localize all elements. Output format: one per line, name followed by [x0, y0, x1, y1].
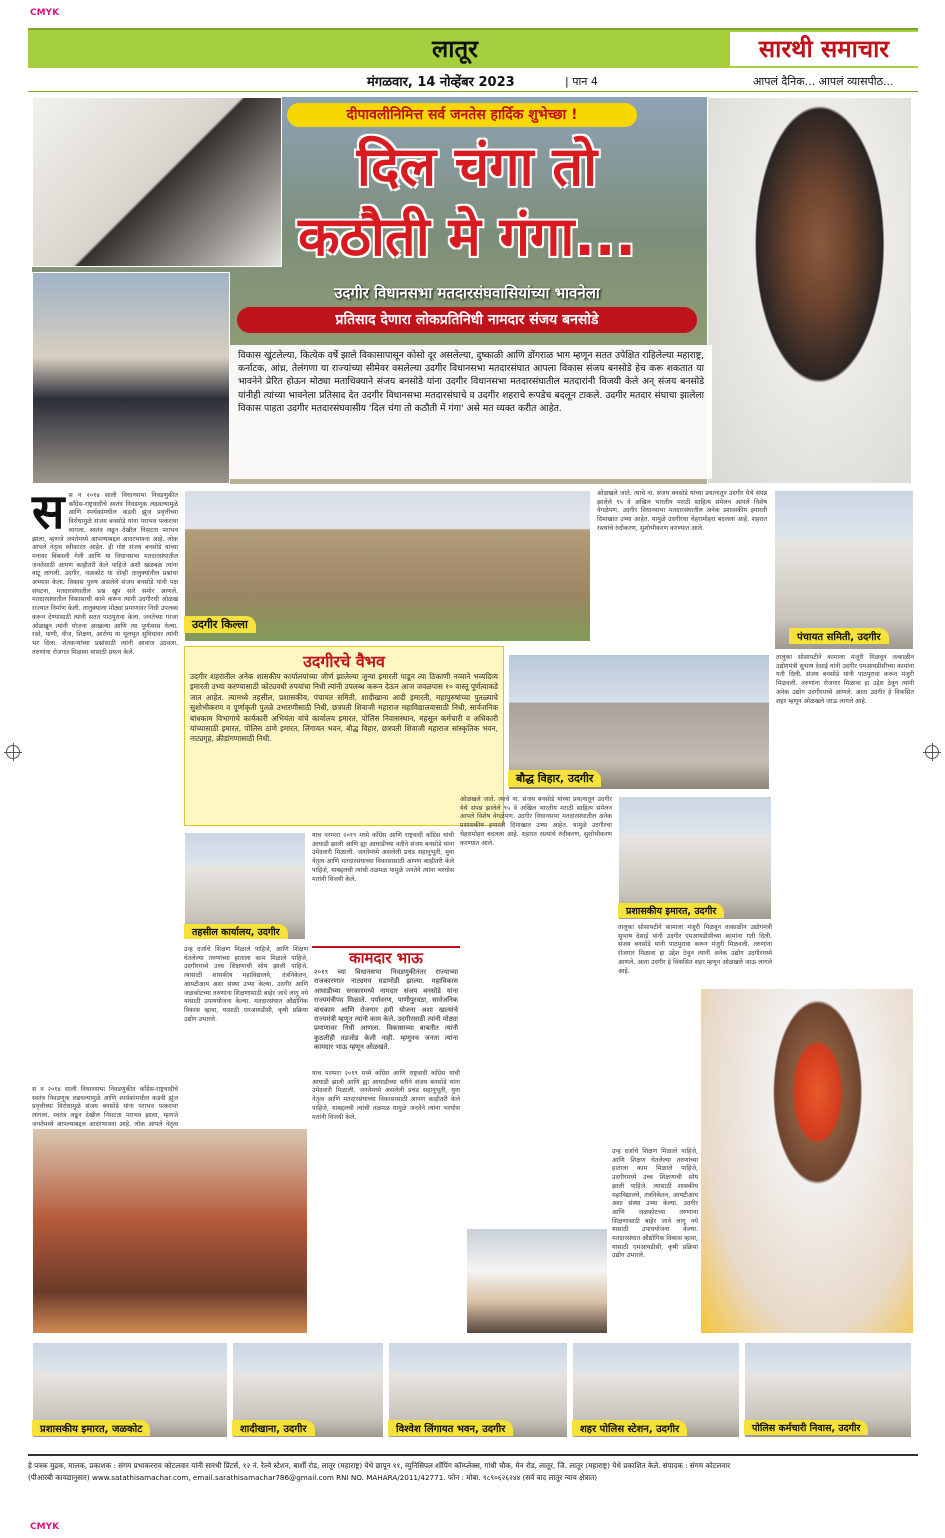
registration-mark-right — [925, 745, 939, 759]
photo-sanjay-bansode — [707, 97, 912, 484]
photo-prashasakiya-building — [618, 796, 772, 920]
edition-name: लातूर — [432, 35, 478, 63]
banner — [32, 97, 912, 484]
article-col2-b: उन्ह दर्जाचे शिक्षण मिळाले पाहिजे, आणि शिक्षण घेतलेल्या तरुणांच्या हाताला काम मिळाले पाहिजे, उदगीरमध्ये उच्च शिक्षणाची सोय झाली पाहिजे. त्यासाठी शासकीय महाविद्यालये, तंत्रनिकेतन, आयटीआय अशा संस्था उभ्या केल्या. उदगीर आणि जळकोटच्या तरुणांना शिक्षणासाठी बाहेर जावे लागू नये यासाठी उपाययोजना केल्या. मतदारसंघात औद्योगिक विकास व्हावा, यासाठी एमआयडीसी, कृषी प्रक्रिया उद्योग उभारले. — [612, 1148, 698, 1260]
imprint-line-1: हे पत्रक मुद्रक, मालक, प्रकाशक : संगम प्रभाकरराव कोटलवार यांनी सारथी प्रिंटर्स, १२ नं. रेल्वे स्टेशन, बार्शी रोड, लातूर (महाराष्ट्र) येथे छापून ११, म्युनिसिपल शॉपिंग कॉम्प्लेक्स, गांधी चौक, मेन रोड, लातूर, जि. लातूर (महाराष्ट्र) येथे प्रकाशित केले. संपादक : संगम कोटलवार — [28, 1461, 731, 1470]
headline-line-2: कठौती मे गंगा... — [298, 205, 636, 268]
issue-date: मंगळवार, 14 नोव्हेंबर 2023 — [367, 75, 515, 90]
caption-prashasakiya: प्रशासकीय इमारत, उदगीर — [618, 903, 724, 918]
masthead — [28, 28, 918, 90]
article-col5-b: तालुका सोसायटीने कामाला मंजुरी मिळवून तत्काळीन उद्योगमंत्री सुभाष देसाई यांनी उदगीर एमआयडीसीच्या कामांना गती दिली. संजय बनसोडे यांनी पाठपुरावा करून मंजुरी मिळवली. तरुणांना रोजगार मिळावा हा उद्देश ठेवून त्यांनी अनेक उद्योग उदगीरमध्ये आणले. आता उदगीर हे विकसित शहर म्हणून ओळखले जाऊ लागले आहे. — [618, 924, 772, 975]
kamdar-title: कामदार भाऊ — [349, 949, 423, 967]
subheadline-1: उदगीर विधानसभा मतदारसंघवासियांच्या भावनेला — [334, 284, 600, 302]
caption-b2: शादीखाना, उदगीर — [232, 1420, 315, 1436]
caption-buddha: बौद्ध विहार, उदगीर — [508, 770, 601, 787]
photo-event-greeting — [466, 1228, 608, 1334]
banner-intro: विकास खुंटलेल्या, कित्येक वर्षे झाले विकासापासून कोसो दूर असलेल्या, दुष्काळी आणि डोंगराळ भाग म्हणून सतत उपेक्षित राहिलेल्या महाराष्ट्र, कर्नाटक, आंध्र, तेलंगणा या राज्यांच्या सीमेवर वसलेल्या उदगीर विधानसभा मतदारसंघात आपला विकास संजय बनसोडे हेच करू शकतात या भावनेने प्रेरित होऊन मोठ्या मताधिक्याने संजय बनसोडे यांना उदगीर विधानसभा मतदारसंघातील मतदारांनी विजयी केले अन् संजय बनसोडे यांनीही त्यांच्या भावनेला प्रतिसाद देत उदगीर विधानसभा मतदारसंघाचे व उदगीर शहराचे रूपडेच बदलून टाकले. उदगीर मतदार संघाचा झालेला विकास पाहता उदगीर मतदारसंघवासीय 'दिल चंगा तो कठौती में गंगा' असे मत व्यक्त करीत आहेत. — [230, 345, 712, 479]
footer — [28, 1454, 918, 1498]
caption-fort: उदगीर किल्ला — [184, 616, 256, 633]
article-col4-b: ओळखले जाते. त्याचे ना. संजय बनसोडे यांच्या प्रयत्नातून उदगीर येथे संपन्न झालेले ९५ वे अखिल भारतीय मराठी साहित्य संमेलन आपले विशेष वेगळेपण. उदगीर विधानसभा मतदारसंघातील अनेक प्रशासकीय इमारती दिमाखात उभ्या आहेत. यामुळे उदगीरचा चेहरामोहरा बदलला आहे. शहरात रस्त्यांचे रुंदीकरण, सुशोभीकरण करण्यात आले. — [460, 796, 612, 847]
photo-rally-crowd — [32, 1128, 308, 1334]
diwali-greeting: दीपावलीनिमित्त सर्व जनतेस हार्दिक शुभेच्छा ! — [287, 103, 637, 127]
article-col2: उन्ह दर्जाचे शिक्षण मिळाले पाहिजे, आणि शिक्षण घेतलेल्या तरुणांच्या हाताला काम मिळाले पाहिजे, उदगीरमध्ये उच्च शिक्षणाची सोय झाली पाहिजे. त्यासाठी शासकीय महाविद्यालये, तंत्रनिकेतन, आयटीआय अशा संस्था उभ्या केल्या. उदगीर आणि जळकोटच्या तरुणांना शिक्षणासाठी बाहेर जावे लागू नये यासाठी उपाययोजना केल्या. मतदारसंघात औद्योगिक विकास व्हावा, यासाठी एमआयडीसी, कृषी प्रक्रिया उद्योग उभारले. — [184, 946, 308, 1023]
article-col3-b: याच परम्परा २०१९ मध्ये काँग्रेस आणि राष्ट्रवादी काँग्रेस यांची आघाडी झाली आणि ह्या आघाडीच्या वतीने संजय बनसोडे यांना उमेदवारी मिळाली. जनतेमध्ये असलेली प्रचंड सहानुभूती, युवा नेतृत्व आणि मतदारसंघाच्या विकासासाठी आपण काहीतरी केले पाहिजे, याबद्दलची त्यांची तळमळ यामुळे जनतेने त्यांना भरघोस मतांनी विजयी केले. — [312, 1070, 460, 1121]
tagline: आपलं दैनिक... आपलं व्यासपीठ... — [753, 75, 894, 88]
caption-b4: शहर पोलिस स्टेशन, उदगीर — [572, 1420, 687, 1436]
article-col1-b: स न २०१४ साली विधानसभा निवडणुकीत काँग्रेस-राष्ट्रवादीचे स्वतंत्र निवडणूक लढवल्यामुळे आणि स्पर्धकांमधील कडवी झुंज प्रवृत्तीच्या विरोधामुळे संजय बनसोडे यांना पराभव पत्करावा लागला. स्वतंत्र लढून देखील निसटता पराभव झाला, म्हणजे जनतेमध्ये आपल्याबद्दल आदरभावना आहे. लोक आपले नेतृत्व — [32, 1086, 178, 1128]
caption-b3: विश्वेश लिंगायत भवन, उदगीर — [388, 1420, 513, 1436]
article-col3: याच परम्परा २०१९ मध्ये काँग्रेस आणि राष्ट्रवादी काँग्रेस यांची आघाडी झाली आणि ह्या आघाडीच्या वतीने संजय बनसोडे यांना उमेदवारी मिळाली. जनतेमध्ये असलेली प्रचंड सहानुभूती, युवा नेतृत्व आणि मतदारसंघाच्या विकासासाठी आपण काहीतरी केले पाहिजे, याबद्दलची त्यांची तळमळ यामुळे जनतेने त्यांना भरघोस मतांनी विजयी केले. — [312, 832, 454, 883]
article-col5: तालुका सोसायटीने कामाला मंजुरी मिळवून तत्काळीन उद्योगमंत्री सुभाष देसाई यांनी उदगीर एमआयडीसीच्या कामांना गती दिली. संजय बनसोडे यांनी पाठपुरावा करून मंजुरी मिळवली. तरुणांना रोजगार मिळावा हा उद्देश ठेवून त्यांनी अनेक उद्योग उदगीरमध्ये आणले. आता उदगीर हे विकसित शहर म्हणून ओळखले जाऊ लागले आहे. — [776, 654, 914, 705]
page-number: | पान 4 — [565, 75, 598, 88]
article-col1: स स न २०१४ साली विधानसभा निवडणुकीत काँग्रेस-राष्ट्रवादीचे स्वतंत्र निवडणूक लढवल्यामुळे आणि स्पर्धकांमधील कडवी झुंज प्रवृत्तीच्या विरोधामुळे संजय बनसोडे यांना पराभव पत्करावा लागला. स्वतंत्र लढून देखील निसटता पराभव झाला, म्हणजे जनतेमध्ये आपल्याबद्दल आदरभावना आहे. लोक आपले नेतृत्व स्वीकारत आहेत. ही गोष्ट संजय बनसोडे यांच्या मनावर बिंबवली गेली आणि या विधानसभा मतदारसंघातील जनतेसाठी आपण काहीतरी केले पाहिजे अशी खळबळ त्यांना वाटू लागली. उदगीर, जळकोट या दोन्ही तालुक्यांतील प्रश्नांचा अभ्यास केला. विकास पुरुष असलेले संजय बनसोडे यांनी पक्ष संघटना, मतदारसंघातील प्रश्न खूप सारे समोर आणले. मतदारसंघातील विकासाची कामे करून त्यांनी उदगीरची ओळख राज्यात निर्माण केली. तालुक्याला मोठ्या प्रमाणावर निधी उपलब्ध करून देण्यासाठी त्यांनी सतत पाठपुरावा केला. जनतेच्या गरजा ओळखून त्यांनी योजना आखल्या आणि त्या पूर्णत्वास नेल्या. रस्ते, पाणी, वीज, शिक्षण, आरोग्य या मूलभूत सुविधांवर त्यांनी भर दिला. शेतकऱ्यांच्या प्रश्नांसाठी त्यांनी आवाज उठवला. तरुणांना रोजगार मिळावा यासाठी प्रयत्न केले. — [32, 484, 178, 656]
kamdar-text: २०१९ च्या विधानसभा निवडणुकीनंतर राज्याच्या राजकारणात नाट्यमय घडामोडी झाल्या. महाविकास आघाडीच्या सरकारमध्ये नामदार संजय बनसोडे यांना राज्यमंत्रीपद मिळाले. पर्यावरण, पाणीपुरवठा, सार्वजनिक बांधकाम आणि रोजगार हमी योजना अशा खात्यांचे राज्यमंत्री म्हणून त्यांनी काम केले. उदगीरसाठी त्यांनी मोठ्या प्रमाणावर निधी आणला. विकासाच्या बाबतीत त्यांनी कुठलीही तडजोड केली नाही. म्हणूनच जनता त्यांना कामदार भाऊ म्हणून ओळखते. — [314, 968, 458, 1052]
registration-mark-left — [6, 745, 20, 759]
photo-scooter-ride — [32, 272, 230, 484]
caption-tahsil: तहसील कार्यालय, उदगीर — [184, 924, 288, 939]
paper-name: सारथी समाचार — [730, 32, 918, 66]
photo-sanjay-bansode-felicitation — [700, 988, 914, 1334]
dropcap: स — [32, 484, 65, 540]
caption-b5: पोलिस कर्मचारी निवास, उदगीर — [744, 1420, 868, 1435]
caption-panchayat: पंचायत समिती, उदगीर — [789, 628, 889, 644]
cmyk-mark-bottom: CMYK — [30, 1522, 60, 1532]
photo-panchayat-samiti — [774, 490, 914, 650]
vaibhav-text: उदगीर शहरातील अनेक शासकीय कार्यालयांच्या जीर्ण झालेल्या जुन्या इमारती पाडून त्या ठिकाणी नव्याने भव्यदिव्य इमारती उभ्या करण्यासाठी कोट्यवधी रुपयांचा निधी त्यांनी उपलब्ध करून देऊन आज जवळपास १० वास्तू पूर्णत्वाकडे जात आहेत. त्यामध्ये तहसील, प्रशासकीय, पंचायत समिती, शादीखाना आदी इमारती, महापुरुषांच्या पुतळ्याचे सुशोभीकरण व पूर्णाकृती पुतळे उभारणीसाठी निधी, छत्रपती शिवाजी महाराज महाविद्यालयासाठी निधी, सार्वजनिक बांधकाम विभागाचे कार्यकारी अभियंता यांचे कार्यालय इमारत, पोलिस निवासस्थान, महसूल कर्मचारी व अधिकारी यांच्यासाठी इमारत, पोलिस ठाणे इमारत, लिंगायत भवन, बौद्ध विहार, छत्रपती शिवाजी महाराज सांस्कृतिक भवन, नाट्यगृह, क्रीडांगणासाठी निधी. — [190, 672, 498, 744]
caption-b1: प्रशासकीय इमारत, जळकोट — [32, 1420, 150, 1436]
article-col4: ओळखले जाते. त्याचे ना. संजय बनसोडे यांच्या प्रयत्नातून उदगीर येथे संपन्न झालेले ९५ वे अखिल भारतीय मराठी साहित्य संमेलन आपले विशेष वेगळेपण. उदगीर विधानसभा मतदारसंघातील अनेक प्रशासकीय इमारती दिमाखात उभ्या आहेत. यामुळे उदगीरचा चेहरामोहरा बदलला आहे. शहरात रस्त्यांचे रुंदीकरण, सुशोभीकरण करण्यात आले. — [597, 490, 767, 532]
subheadline-2: प्रतिसाद देणारा लोकप्रतिनिधी नामदार संजय बनसोडे — [237, 307, 697, 333]
imprint-line-2: (पीआरबी कायद्यानुसार) www.satathisamachar.com, email.sarathisamachar786@gmail.com RNI NO. MAHARA/2011/42771. फोन : मोबा. ९८९०६२६२४४ (सर्व वाद लातूर न्याय क्षेत्रात) — [28, 1473, 598, 1482]
cmyk-mark-top: CMYK — [30, 8, 60, 18]
vaibhav-title: उदगीरचे वैभव — [303, 652, 385, 671]
headline-line-1: दिल चंगा तो — [356, 135, 598, 198]
